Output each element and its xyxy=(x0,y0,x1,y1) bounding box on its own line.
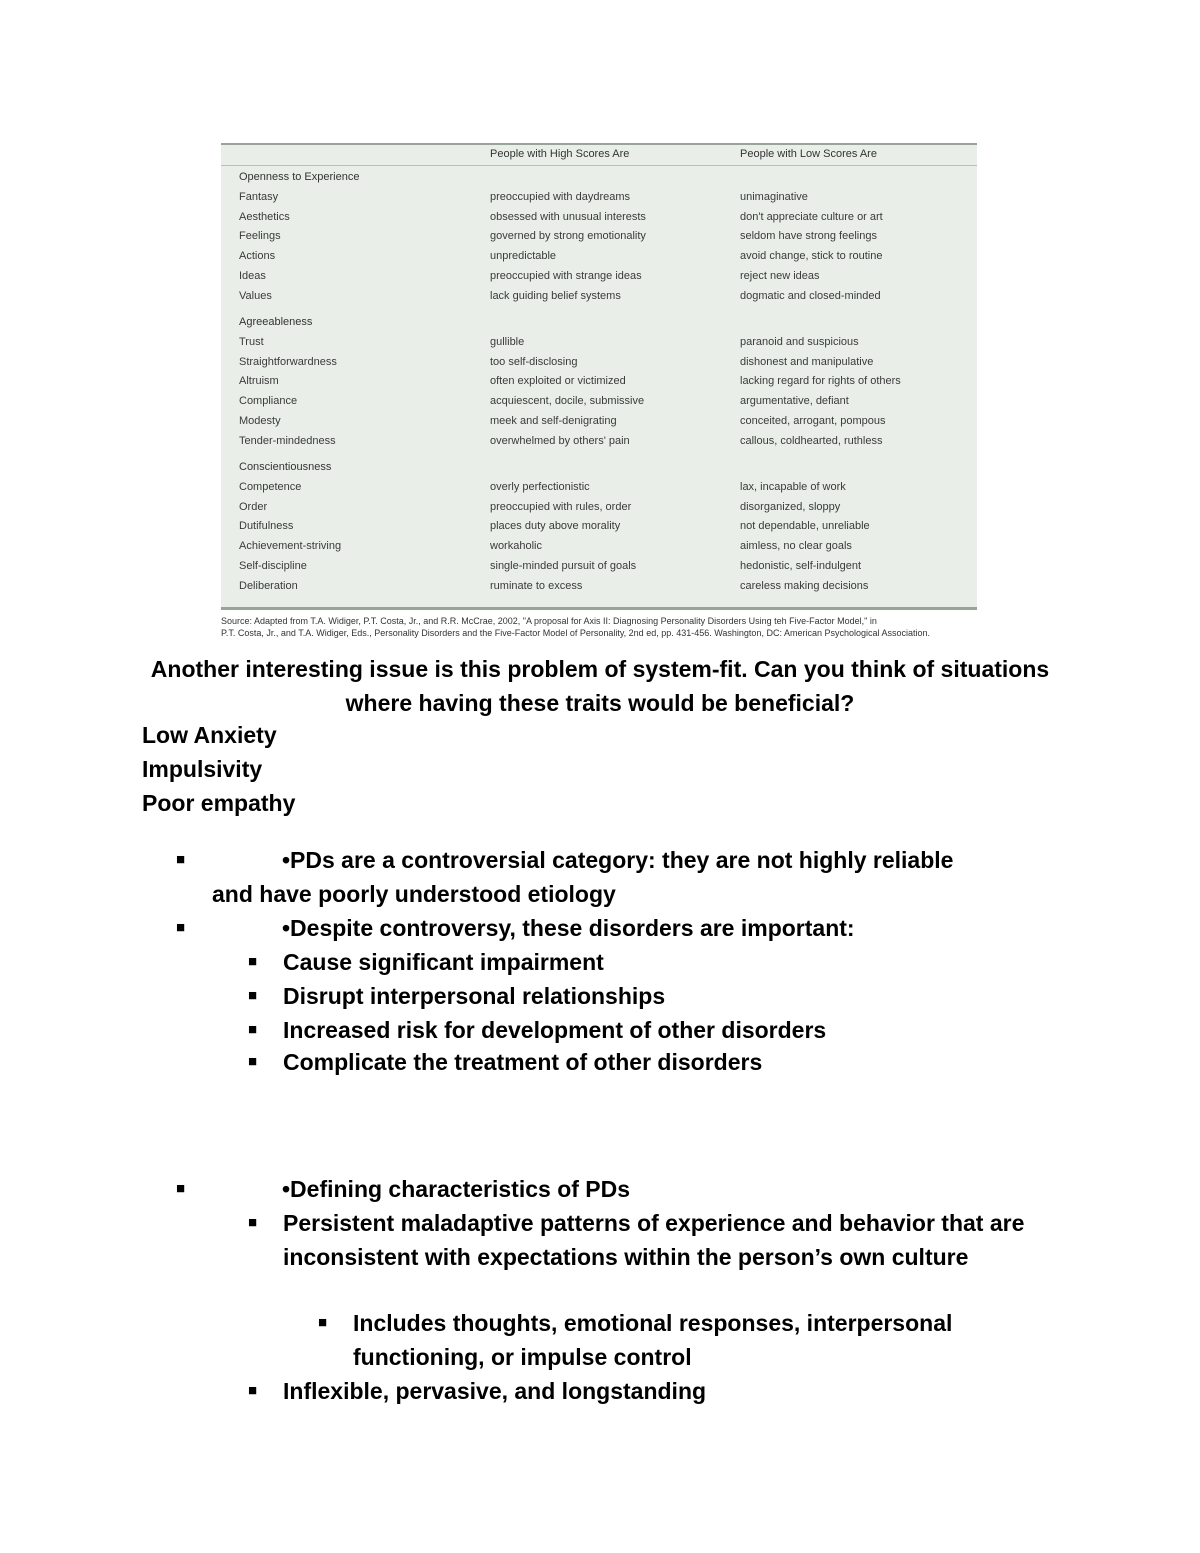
facet-cell: Fantasy xyxy=(239,191,279,203)
bullet-text: Increased risk for development of other disorders xyxy=(283,1017,827,1043)
facet-cell: Competence xyxy=(239,481,302,493)
bullet-square-icon: ■ xyxy=(248,1214,258,1231)
table-row xyxy=(221,250,977,268)
high-score-cell: single-minded pursuit of goals xyxy=(490,559,637,572)
facet-cell: Tender-mindedness xyxy=(239,434,336,447)
high-score-cell: lack guiding belief systems xyxy=(490,289,621,302)
bullet-text: Persistent maladaptive patterns of experience and behavior that are inconsistent with expectations within the person’s own culture xyxy=(283,1210,1025,1270)
low-score-cell: dogmatic and closed-minded xyxy=(740,289,881,302)
low-score-cell: unimaginative xyxy=(740,191,808,203)
trait-item: Impulsivity xyxy=(142,756,263,782)
high-score-cell: governed by strong emotionality xyxy=(490,230,646,243)
table-row xyxy=(221,336,977,354)
table-row xyxy=(221,580,977,598)
bullet-text: •PDs are a controversial category: they are not highly reliable xyxy=(282,847,954,873)
table-row xyxy=(221,290,977,308)
bullet-text: Disrupt interpersonal relationships xyxy=(283,983,666,1009)
low-score-cell: avoid change, stick to routine xyxy=(740,250,883,263)
bullet-square-icon: ■ xyxy=(318,1314,328,1331)
table-row xyxy=(221,560,977,578)
facet-cell: Altruism xyxy=(239,375,279,388)
low-score-cell: dishonest and manipulative xyxy=(740,355,874,368)
bullet-text: Cause significant impairment xyxy=(283,949,604,975)
column-header-high: People with High Scores Are xyxy=(490,148,630,160)
bullet-square-icon: ■ xyxy=(176,851,186,868)
facet-cell: Values xyxy=(239,289,272,302)
low-score-cell: hedonistic, self-indulgent xyxy=(740,559,862,572)
table-row xyxy=(221,230,977,248)
five-factor-table xyxy=(221,143,977,610)
table-row xyxy=(221,520,977,538)
high-score-cell: preoccupied with daydreams xyxy=(490,191,631,203)
bullet-text: •Despite controversy, these disorders are important: xyxy=(282,915,855,941)
bullet-square-icon: ■ xyxy=(248,1053,258,1070)
discussion-question: Another interesting issue is this problem of system-fit. Can you think of situations where having these traits would be beneficial? xyxy=(150,656,1050,716)
bullet-text: Includes thoughts, emotional responses, interpersonal functioning, or impulse control xyxy=(353,1310,953,1370)
high-score-cell: too self-disclosing xyxy=(490,355,578,368)
high-score-cell: obsessed with unusual interests xyxy=(490,210,646,223)
facet-cell: Feelings xyxy=(239,230,281,243)
low-score-cell: not dependable, unreliable xyxy=(740,520,870,533)
section-title: Conscientiousness xyxy=(239,461,332,473)
high-score-cell: unpredictable xyxy=(490,250,557,263)
table-row xyxy=(221,375,977,393)
high-score-cell: overly perfectionistic xyxy=(490,481,590,493)
low-score-cell: argumentative, defiant xyxy=(740,395,849,408)
facet-cell: Achievement-striving xyxy=(239,540,342,553)
bullet-square-icon: ■ xyxy=(248,1382,258,1399)
table-row xyxy=(221,191,977,209)
source-line-1: Source: Adapted from T.A. Widiger, P.T. Costa, Jr., and R.R. McCrae, 2002, "A proposal for Axis II: Diagnosing Personality Disorders Using teh Five-Factor Model," in xyxy=(221,616,877,626)
facet-cell: Dutifulness xyxy=(239,520,294,533)
high-score-cell: places duty above morality xyxy=(490,520,621,533)
low-score-cell: disorganized, sloppy xyxy=(740,500,841,513)
low-score-cell: conceited, arrogant, pompous xyxy=(740,414,886,427)
section-title: Agreeableness xyxy=(239,316,313,328)
facet-cell: Compliance xyxy=(239,395,298,408)
bullet-square-icon: ■ xyxy=(176,919,186,936)
table-row xyxy=(221,415,977,433)
table-row xyxy=(221,270,977,288)
five-factor-table-figure xyxy=(221,143,977,639)
bullet-square-icon: ■ xyxy=(248,953,258,970)
section-title: Openness to Experience xyxy=(239,171,360,183)
low-score-cell: aimless, no clear goals xyxy=(740,540,852,553)
bullet-text: Complicate the treatment of other disorders xyxy=(283,1049,763,1075)
traits-list xyxy=(142,718,295,820)
high-score-cell: overwhelmed by others' pain xyxy=(490,434,630,447)
table-row xyxy=(221,356,977,374)
facet-cell: Aesthetics xyxy=(239,210,290,223)
high-score-cell: gullible xyxy=(490,336,525,348)
low-score-cell: careless making decisions xyxy=(740,579,869,592)
low-score-cell: don't appreciate culture or art xyxy=(740,210,883,223)
high-score-cell: often exploited or victimized xyxy=(490,375,626,388)
facet-cell: Order xyxy=(239,500,268,513)
trait-item: Low Anxiety xyxy=(142,722,277,748)
table-source-note xyxy=(221,615,977,639)
facet-cell: Trust xyxy=(239,336,264,348)
low-score-cell: seldom have strong feelings xyxy=(740,230,877,243)
table-row xyxy=(221,481,977,499)
facet-cell: Ideas xyxy=(239,269,266,282)
bullet-square-icon: ■ xyxy=(176,1180,186,1197)
facet-cell: Self-discipline xyxy=(239,559,307,572)
table-header-row xyxy=(221,145,977,166)
facet-cell: Deliberation xyxy=(239,579,298,592)
high-score-cell: acquiescent, docile, submissive xyxy=(490,395,645,408)
high-score-cell: preoccupied with rules, order xyxy=(490,500,632,513)
bullet-square-icon: ■ xyxy=(248,987,258,1004)
column-header-low: People with Low Scores Are xyxy=(740,148,877,160)
trait-item: Poor empathy xyxy=(142,790,296,816)
facet-cell: Straightforwardness xyxy=(239,355,337,368)
bullet-text: •Defining characteristics of PDs xyxy=(282,1176,631,1202)
bullet-text: and have poorly understood etiology xyxy=(212,881,616,907)
bullet-text: Inflexible, pervasive, and longstanding xyxy=(283,1378,707,1404)
facet-cell: Modesty xyxy=(239,414,281,427)
high-score-cell: meek and self-denigrating xyxy=(490,414,617,427)
table-row xyxy=(221,395,977,413)
high-score-cell: ruminate to excess xyxy=(490,579,583,592)
table-row xyxy=(221,435,977,453)
low-score-cell: callous, coldhearted, ruthless xyxy=(740,434,883,447)
bullet-square-icon: ■ xyxy=(248,1021,258,1038)
low-score-cell: lacking regard for rights of others xyxy=(740,375,901,388)
facet-cell: Actions xyxy=(239,250,276,263)
source-line-2: P.T. Costa, Jr., and T.A. Widiger, Eds., Personality Disorders and the Five-Factor Model of Personality, 2nd ed, pp. 431-456. Washington, DC: American Psychological Association. xyxy=(221,628,931,638)
table-row xyxy=(221,211,977,229)
table-row xyxy=(221,540,977,558)
high-score-cell: workaholic xyxy=(490,540,542,553)
table-row xyxy=(221,501,977,519)
low-score-cell: paranoid and suspicious xyxy=(740,336,859,348)
low-score-cell: lax, incapable of work xyxy=(740,481,846,493)
high-score-cell: preoccupied with strange ideas xyxy=(490,269,642,282)
low-score-cell: reject new ideas xyxy=(740,269,820,282)
